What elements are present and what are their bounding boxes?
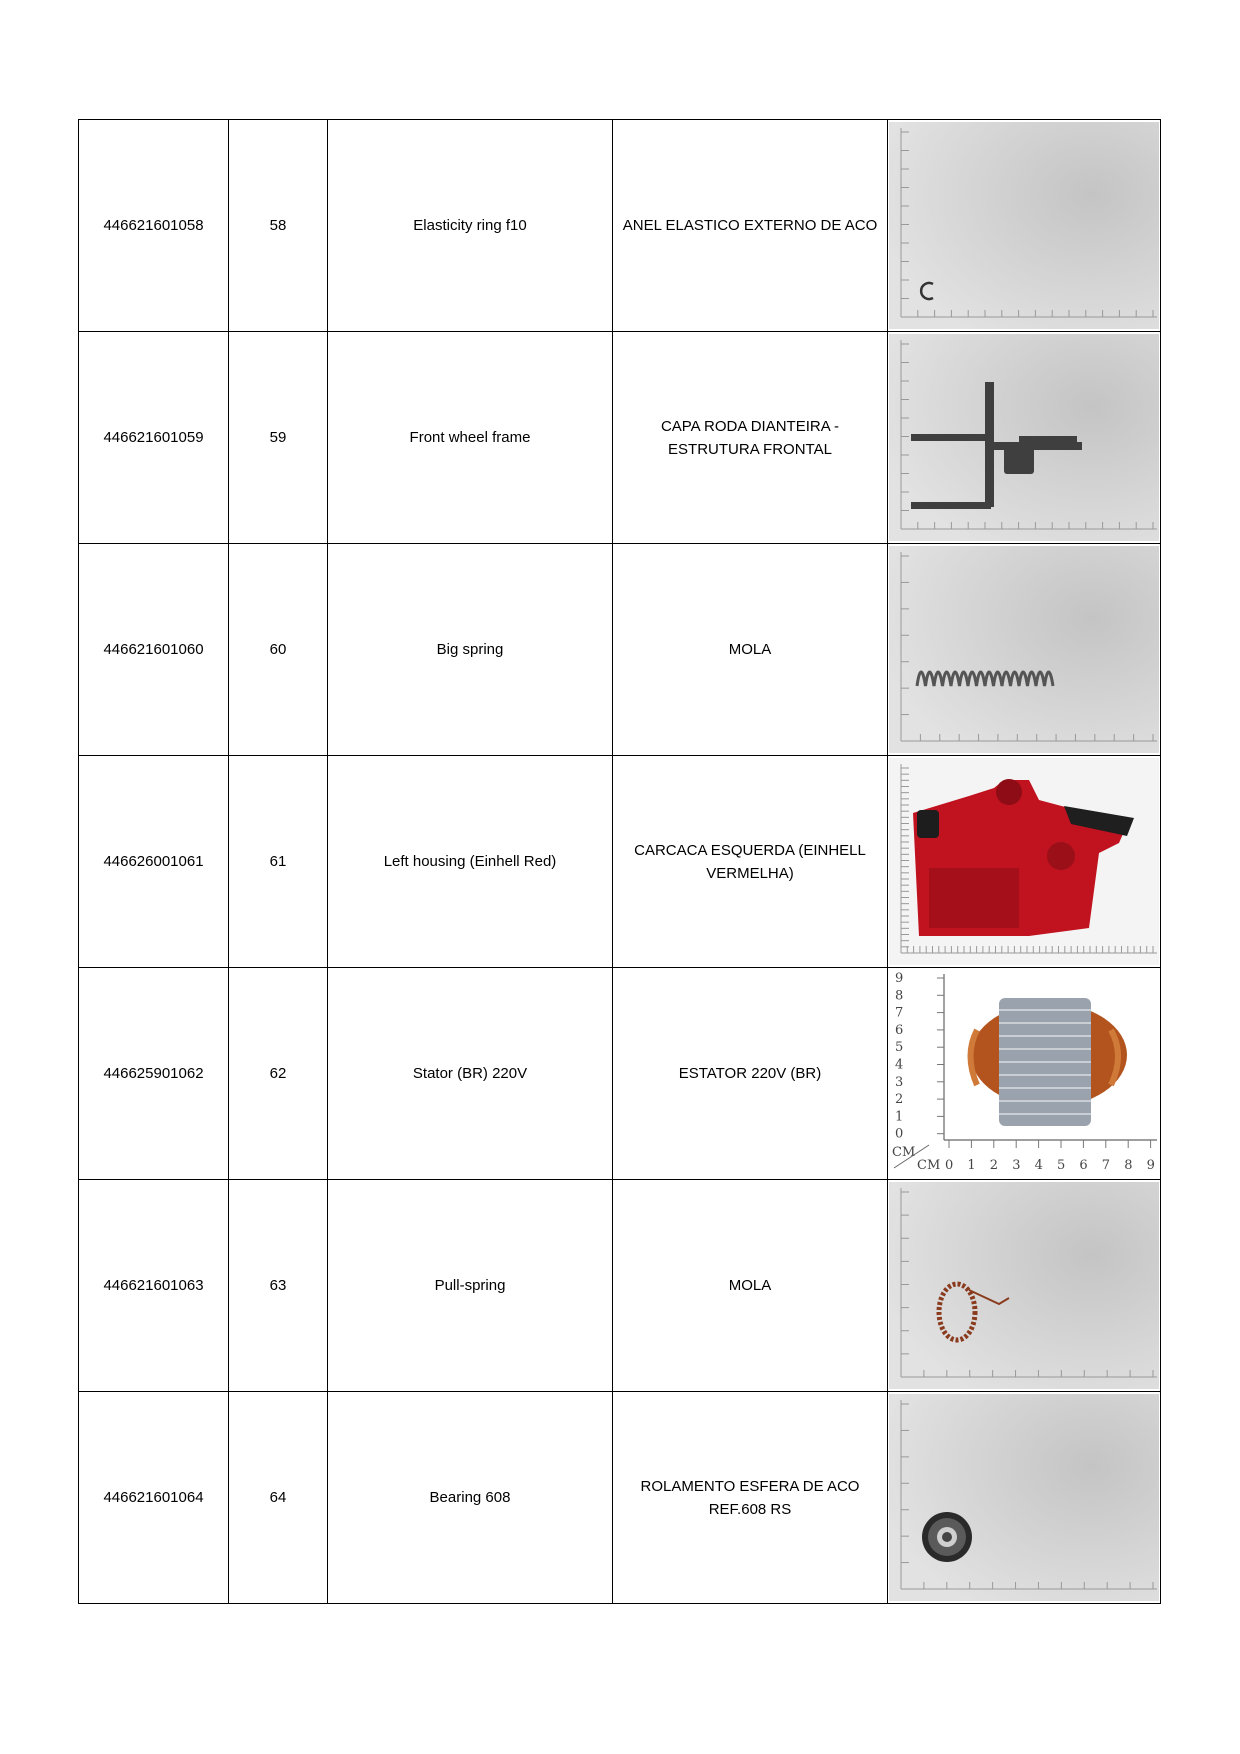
part-photo [888,332,1161,544]
description-pt: MOLA [613,544,888,756]
table-row [79,1392,1161,1604]
pull-spring-photo [889,1182,1159,1389]
part-number: 446625901062 [79,968,229,1180]
table-row [79,968,1161,1180]
part-photo [888,756,1161,968]
description-en: Big spring [328,544,613,756]
scale-y-label: 3 [895,1074,904,1090]
part-photo [888,544,1161,756]
scale-x-label: 7 [1101,1158,1111,1173]
scale-unit-label: CM [917,1158,941,1173]
part-photo [888,1392,1161,1604]
position-number: 59 [229,332,328,544]
description-en: Pull-spring [328,1180,613,1392]
scale-y-label: 4 [895,1057,904,1073]
scale-y-label: 7 [895,1005,904,1021]
position-number: 61 [229,756,328,968]
description-pt: ANEL ELASTICO EXTERNO DE ACO [613,120,888,332]
description-en: Elasticity ring f10 [328,120,613,332]
scale-x-label: 9 [1146,1158,1155,1173]
table-row [79,756,1161,968]
parts-table [78,119,1161,1604]
part-number: 446621601064 [79,1392,229,1604]
scale-x-label: 3 [1012,1158,1021,1173]
table-row [79,332,1161,544]
table-row [79,544,1161,756]
part-number: 446621601063 [79,1180,229,1392]
scale-y-label: 1 [895,1109,904,1125]
part-number: 446621601060 [79,544,229,756]
scale-x-label: 4 [1034,1158,1043,1173]
position-number: 60 [229,544,328,756]
table-row [79,120,1161,332]
coil-spring-photo [889,546,1159,753]
scale-x-label: 0 [945,1158,954,1173]
scale-y-label: 5 [895,1040,904,1056]
part-photo [888,1180,1161,1392]
description-pt: ESTATOR 220V (BR) [613,968,888,1180]
scale-x-label: 2 [989,1158,999,1173]
part-photo [888,120,1161,332]
description-en: Bearing 608 [328,1392,613,1604]
scale-x-label: 8 [1124,1158,1133,1173]
scale-x-label: 6 [1079,1158,1088,1173]
ball-bearing-photo [889,1394,1159,1601]
description-en: Left housing (Einhell Red) [328,756,613,968]
ball-bearing-icon [922,1512,972,1562]
red-housing-photo [889,758,1159,965]
retaining-ring-photo [889,122,1159,329]
description-pt: CARCACA ESQUERDA (EINHELL VERMELHA) [613,756,888,968]
scale-x-label: 5 [1057,1158,1066,1173]
part-number: 446621601058 [79,120,229,332]
description-en: Stator (BR) 220V [328,968,613,1180]
part-number: 446626001061 [79,756,229,968]
table-row [79,1180,1161,1392]
position-number: 62 [229,968,328,1180]
scale-y-label: 8 [895,988,904,1004]
description-pt: CAPA RODA DIANTEIRA - ESTRUTURA FRONTAL [613,332,888,544]
scale-y-label: 2 [895,1092,904,1108]
part-number: 446621601059 [79,332,229,544]
scale-y-label: 9 [895,971,904,986]
scale-x-label: 1 [967,1158,976,1173]
position-number: 63 [229,1180,328,1392]
scale-y-label: 6 [895,1022,904,1038]
stator-coil-photo [889,970,1159,1177]
part-photo [888,968,1161,1180]
position-number: 58 [229,120,328,332]
description-pt: MOLA [613,1180,888,1392]
metal-bracket-photo [889,334,1159,541]
description-en: Front wheel frame [328,332,613,544]
scale-y-label: 0 [895,1126,904,1142]
scale-unit-label: CM [892,1145,916,1160]
position-number: 64 [229,1392,328,1604]
description-pt: ROLAMENTO ESFERA DE ACO REF.608 RS [613,1392,888,1604]
